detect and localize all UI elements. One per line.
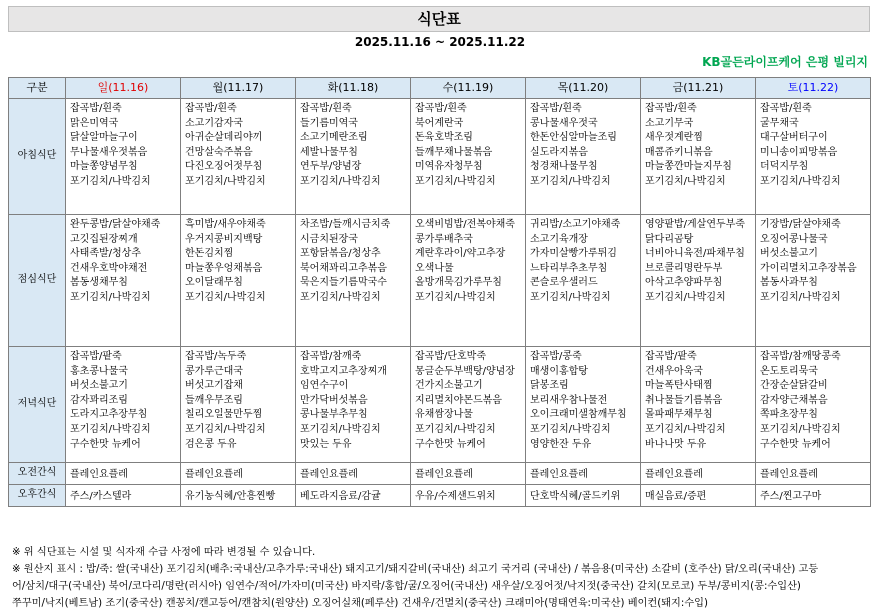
menu-item: 감자꽈리조림 [70, 394, 128, 406]
menu-item: 미역유자청무침 [415, 161, 483, 173]
menu-item: 몰파패무채무침 [645, 409, 713, 421]
menu-item: 마늘폭탄사태찜 [645, 380, 713, 392]
menu-cell-thu [526, 347, 641, 463]
menu-item: 잡곡밥/흰죽 [645, 103, 697, 114]
menu-item: 포기김치/나박김치 [530, 291, 611, 303]
menu-item: 북어계란국 [415, 117, 464, 129]
menu-item: 오징어콩나물국 [760, 233, 828, 245]
menu-item: 가이리멸치고추장볶음 [760, 262, 857, 274]
menu-item: 오색비빔밥/전복야채죽 [415, 219, 515, 230]
menu-item: 무나물새우젓볶음 [70, 146, 148, 158]
menu-item: 버섯고기잡채 [185, 380, 243, 392]
snack-cell-thu: 플레인요플레 [526, 463, 641, 485]
notes-origin-line: 쭈꾸미/낙지(베트남) 조기(중국산) 캔꽁치/캔고등어/캔참치(원양산) 오징어실채(페루산) 건새우/건멸치(중국산) 크래미아(명태연육:미국산) 베이컨(돼지:수입) [12, 598, 708, 609]
menu-item: 잡곡밥/흰죽 [70, 103, 122, 114]
menu-item: 완두콩밥/닭살야채죽 [70, 219, 161, 230]
menu-item: 시금치된장국 [300, 233, 358, 245]
notes-origin-line: ※ 원산지 표시 : 밥/죽: 쌀(국내산) 포기김치(배추:국내산/고추가루:국내산) 돼지고기/돼지갈비(국내산) 쇠고기 국거리 (국내산) / 볶음용(미국산) 소갈비 (호주산) 닭/오리(국내산) 고등 [12, 564, 819, 575]
day-header-row [9, 78, 871, 99]
snack-cell-tue: 베도라지음료/감귤 [296, 485, 411, 507]
menu-item: 구수한맛 뉴케어 [415, 438, 486, 450]
menu-item: 건망살숙주볶음 [185, 146, 253, 158]
menu-item: 임연수구이 [300, 380, 349, 392]
page-title: 식단표 [417, 10, 461, 28]
menu-cell-mon [181, 99, 296, 215]
menu-cell-fri [641, 347, 756, 463]
menu-item: 귀리밥/소고기야채죽 [530, 219, 621, 230]
meal-row [9, 215, 871, 347]
menu-item: 포기김치/나박김치 [300, 175, 381, 187]
menu-item: 온도토리묵국 [760, 365, 818, 377]
snack-cell-wed: 우유/수제샌드위치 [411, 485, 526, 507]
snack-row [9, 485, 871, 507]
menu-item: 호박고지고추장찌개 [300, 365, 387, 377]
snack-cell-thu: 단호박식혜/골드키위 [526, 485, 641, 507]
menu-item: 잡곡밥/참깨땅콩죽 [760, 351, 841, 362]
menu-item: 아삭고추양파무침 [645, 277, 723, 289]
menu-item: 기장밥/닭살야채죽 [760, 219, 841, 230]
menu-item: 마늘쫑깐마늘지무침 [645, 161, 732, 173]
menu-item: 맛있는 두유 [300, 438, 352, 450]
menu-item: 포기김치/나박김치 [645, 291, 726, 303]
menu-item: 차조밥/들깨시금치죽 [300, 219, 391, 230]
menu-item: 영양팥밥/게살연두부죽 [645, 219, 745, 230]
menu-item: 오색나물 [415, 262, 454, 274]
menu-item: 사태족발/청상추 [70, 248, 141, 260]
corner-label: 구분 [9, 78, 66, 99]
menu-item: 포기김치/나박김치 [530, 423, 611, 435]
menu-item: 구수한맛 뉴케어 [70, 438, 141, 450]
menu-cell-fri [641, 215, 756, 347]
menu-item: 잡곡밥/흰죽 [415, 103, 467, 114]
menu-cell-tue [296, 347, 411, 463]
menu-item: 버섯소불고기 [70, 380, 128, 392]
menu-cell-sat [756, 215, 871, 347]
day-header-sat: 토(11.22) [756, 78, 871, 99]
menu-item: 돈육호박조림 [415, 132, 473, 144]
menu-item: 몽글순두부백탕/양념장 [415, 365, 515, 377]
day-header-tue: 화(11.18) [296, 78, 411, 99]
meal-row [9, 347, 871, 463]
menu-item: 포기김치/나박김치 [415, 175, 496, 187]
day-header-thu: 목(11.20) [526, 78, 641, 99]
menu-cell-wed [411, 215, 526, 347]
menu-cell-mon [181, 215, 296, 347]
menu-item: 아귀순살데리야끼 [185, 132, 263, 144]
menu-item: 홍초콩나물국 [70, 365, 128, 377]
menu-item: 잡곡밥/흰죽 [530, 103, 582, 114]
snack-cell-sat: 주스/찐고구마 [756, 485, 871, 507]
menu-cell-sun [66, 347, 181, 463]
menu-item: 포기김치/나박김치 [300, 291, 381, 303]
menu-item: 콩가루근대국 [185, 365, 243, 377]
menu-item: 취나물들기름볶음 [645, 394, 723, 406]
snack-cell-mon: 유기농식혜/안흥찐빵 [181, 485, 296, 507]
menu-item: 들깨무채나물볶음 [415, 146, 493, 158]
menu-item: 봄동생채무침 [70, 277, 128, 289]
menu-item: 잡곡밥/흰죽 [760, 103, 812, 114]
menu-item: 도라지고추장무침 [70, 409, 148, 421]
menu-cell-fri [641, 99, 756, 215]
meal-label: 아침식단 [9, 99, 66, 215]
meal-row [9, 99, 871, 215]
menu-item: 건새우호박야채전 [70, 262, 148, 274]
menu-item: 검은콩 두유 [185, 438, 237, 450]
menu-item: 대구살버터구이 [760, 132, 828, 144]
menu-cell-sun [66, 215, 181, 347]
notes-origin-line: 어/삼치/대구(국내산) 북어/코다리/명란(러시아) 임연수/적어/가자미(미국산) 바지락/홍합/굴/오징어(국내산) 새우살/오징어젓/낙지젓(중국산) 갈치(모로코) 두부/콩비지(콩:수입산) [12, 581, 801, 592]
snack-cell-tue: 플레인요플레 [296, 463, 411, 485]
meal-label: 점심식단 [9, 215, 66, 347]
menu-item: 북어채꽈리고추볶음 [300, 262, 387, 274]
snack-row [9, 463, 871, 485]
menu-item: 우거지콩비지백탕 [185, 233, 263, 245]
menu-item: 소고기육개장 [530, 233, 588, 245]
menu-item: 계란후라이/약고추장 [415, 248, 506, 260]
notes-section [12, 544, 870, 612]
menu-item: 포기김치/나박김치 [645, 175, 726, 187]
menu-item: 콩나물부추무침 [300, 409, 368, 421]
menu-item: 콩가루배추국 [415, 233, 473, 245]
menu-period: 2025.11.16 ~ 2025.11.22 [354, 35, 526, 49]
menu-item: 건가지소불고기 [415, 380, 483, 392]
menu-item: 유채쌈장나물 [415, 409, 473, 421]
menu-cell-tue [296, 215, 411, 347]
menu-item: 닭봉조림 [530, 380, 569, 392]
menu-item: 만가닥버섯볶음 [300, 394, 368, 406]
menu-item: 건새우아욱국 [645, 365, 703, 377]
snack-cell-mon: 플레인요플레 [181, 463, 296, 485]
menu-item: 마늘쫑양념무침 [70, 161, 138, 173]
menu-item: 올방개묵김가루무침 [415, 277, 502, 289]
menu-item: 소고기감자국 [185, 117, 243, 129]
snack-label: 오후간식 [9, 485, 66, 507]
menu-item: 흑미밥/새우야채죽 [185, 219, 266, 230]
menu-item: 고깃집된장찌개 [70, 233, 138, 245]
menu-cell-mon [181, 347, 296, 463]
menu-item: 감자양근채볶음 [760, 394, 828, 406]
menu-item: 포기김치/나박김치 [70, 291, 151, 303]
menu-item: 더덕지무침 [760, 161, 809, 173]
menu-item: 청경채나물무침 [530, 161, 598, 173]
day-header-wed: 수(11.19) [411, 78, 526, 99]
menu-item: 매생이홍합탕 [530, 365, 588, 377]
menu-cell-wed [411, 347, 526, 463]
meal-label: 저녁식단 [9, 347, 66, 463]
menu-item: 한돈김치찜 [185, 248, 234, 260]
day-header-sun: 일(11.16) [66, 78, 181, 99]
menu-item: 잡곡밥/단호박죽 [415, 351, 486, 362]
menu-item: 포기김치/나박김치 [760, 423, 841, 435]
menu-item: 간장순살닭갈비 [760, 380, 828, 392]
weekly-menu-table [8, 77, 871, 507]
menu-item: 새우젓계란찜 [645, 132, 703, 144]
menu-item: 포기김치/나박김치 [760, 291, 841, 303]
menu-item: 오이크래미샐참깨무침 [530, 409, 627, 421]
menu-item: 보리새우참나물전 [530, 394, 608, 406]
menu-item: 들깨우무조림 [185, 394, 243, 406]
menu-item: 실도라지볶음 [530, 146, 588, 158]
menu-item: 미니송이피망볶음 [760, 146, 838, 158]
menu-item: 소고기무국 [645, 117, 694, 129]
menu-item: 콩나물새우젓국 [530, 117, 598, 129]
menu-item: 다진오징어젓무침 [185, 161, 263, 173]
menu-item: 한돈안심알마늘조림 [530, 132, 617, 144]
menu-item: 포기김치/나박김치 [70, 175, 151, 187]
menu-item: 포기김치/나박김치 [185, 175, 266, 187]
menu-cell-tue [296, 99, 411, 215]
menu-item: 매콤쥬키니볶음 [645, 146, 713, 158]
menu-item: 세발나물무침 [300, 146, 358, 158]
menu-item: 포항닭볶음/청상추 [300, 248, 381, 260]
menu-item: 소고기메란조림 [300, 132, 368, 144]
menu-item: 묵은지들기름막국수 [300, 277, 387, 289]
menu-item: 잡곡밥/팥죽 [645, 351, 697, 362]
menu-item: 닭살알마늘구이 [70, 132, 138, 144]
menu-item: 포기김치/나박김치 [760, 175, 841, 187]
menu-cell-sun [66, 99, 181, 215]
menu-item: 버섯소불고기 [760, 248, 818, 260]
menu-item: 굴무채국 [760, 117, 799, 129]
menu-item: 잡곡밥/팥죽 [70, 351, 122, 362]
menu-item: 포기김치/나박김치 [645, 423, 726, 435]
menu-cell-wed [411, 99, 526, 215]
menu-item: 들기름미역국 [300, 117, 358, 129]
menu-cell-thu [526, 215, 641, 347]
menu-item: 포기김치/나박김치 [185, 423, 266, 435]
menu-item: 브로콜리명란두부 [645, 262, 723, 274]
day-header-mon: 월(11.17) [181, 78, 296, 99]
menu-item: 연두부/양념장 [300, 161, 362, 173]
snack-cell-wed: 플레인요플레 [411, 463, 526, 485]
menu-item: 잡곡밥/참깨죽 [300, 351, 362, 362]
menu-item: 맑은미역국 [70, 117, 119, 129]
menu-item: 오이달래무침 [185, 277, 243, 289]
menu-item: 잡곡밥/콩죽 [530, 351, 582, 362]
menu-item: 잡곡밥/흰죽 [300, 103, 352, 114]
snack-label: 오전간식 [9, 463, 66, 485]
menu-item: 칠리오일물만두찜 [185, 409, 263, 421]
snack-cell-sun: 주스/카스텔라 [66, 485, 181, 507]
menu-item: 포기김치/나박김치 [185, 291, 266, 303]
menu-item: 너비아니육전/파채무침 [645, 248, 745, 260]
snack-cell-sun: 플레인요플레 [66, 463, 181, 485]
menu-item: 닭다리곰탕 [645, 233, 694, 245]
menu-item: 지리멸치야몬드볶음 [415, 394, 502, 406]
snack-cell-sat: 플레인요플레 [756, 463, 871, 485]
menu-cell-sat [756, 99, 871, 215]
menu-item: 바나나맛 두유 [645, 438, 707, 450]
menu-item: 구수한맛 뉴케어 [760, 438, 831, 450]
menu-title-bar [8, 6, 870, 32]
menu-item: 느타리부추초무침 [530, 262, 608, 274]
menu-item: 포기김치/나박김치 [415, 291, 496, 303]
menu-item: 콘슬로우샐러드 [530, 277, 598, 289]
menu-item: 마늘쫑우엉채볶음 [185, 262, 263, 274]
menu-item: 포기김치/나박김치 [530, 175, 611, 187]
menu-item: 쪽파초장무침 [760, 409, 818, 421]
menu-item: 봄동사과무침 [760, 277, 818, 289]
menu-item: 포기김치/나박김치 [415, 423, 496, 435]
menu-item: 잡곡밥/흰죽 [185, 103, 237, 114]
menu-cell-thu [526, 99, 641, 215]
day-header-fri: 금(11.21) [641, 78, 756, 99]
snack-cell-fri: 플레인요플레 [641, 463, 756, 485]
facility-name: KB골든라이프케어 은평 빌리지 [702, 55, 868, 69]
notes-change-notice: ※ 위 식단표는 시설 및 식자재 수급 사정에 따라 변경될 수 있습니다. [12, 547, 316, 558]
snack-cell-fri: 매실음료/증편 [641, 485, 756, 507]
menu-cell-sat [756, 347, 871, 463]
menu-item: 포기김치/나박김치 [300, 423, 381, 435]
menu-item: 잡곡밥/녹두죽 [185, 351, 247, 362]
menu-item: 포기김치/나박김치 [70, 423, 151, 435]
menu-item: 가자미살빵가루튀김 [530, 248, 617, 260]
menu-item: 영양한잔 두유 [530, 438, 592, 450]
